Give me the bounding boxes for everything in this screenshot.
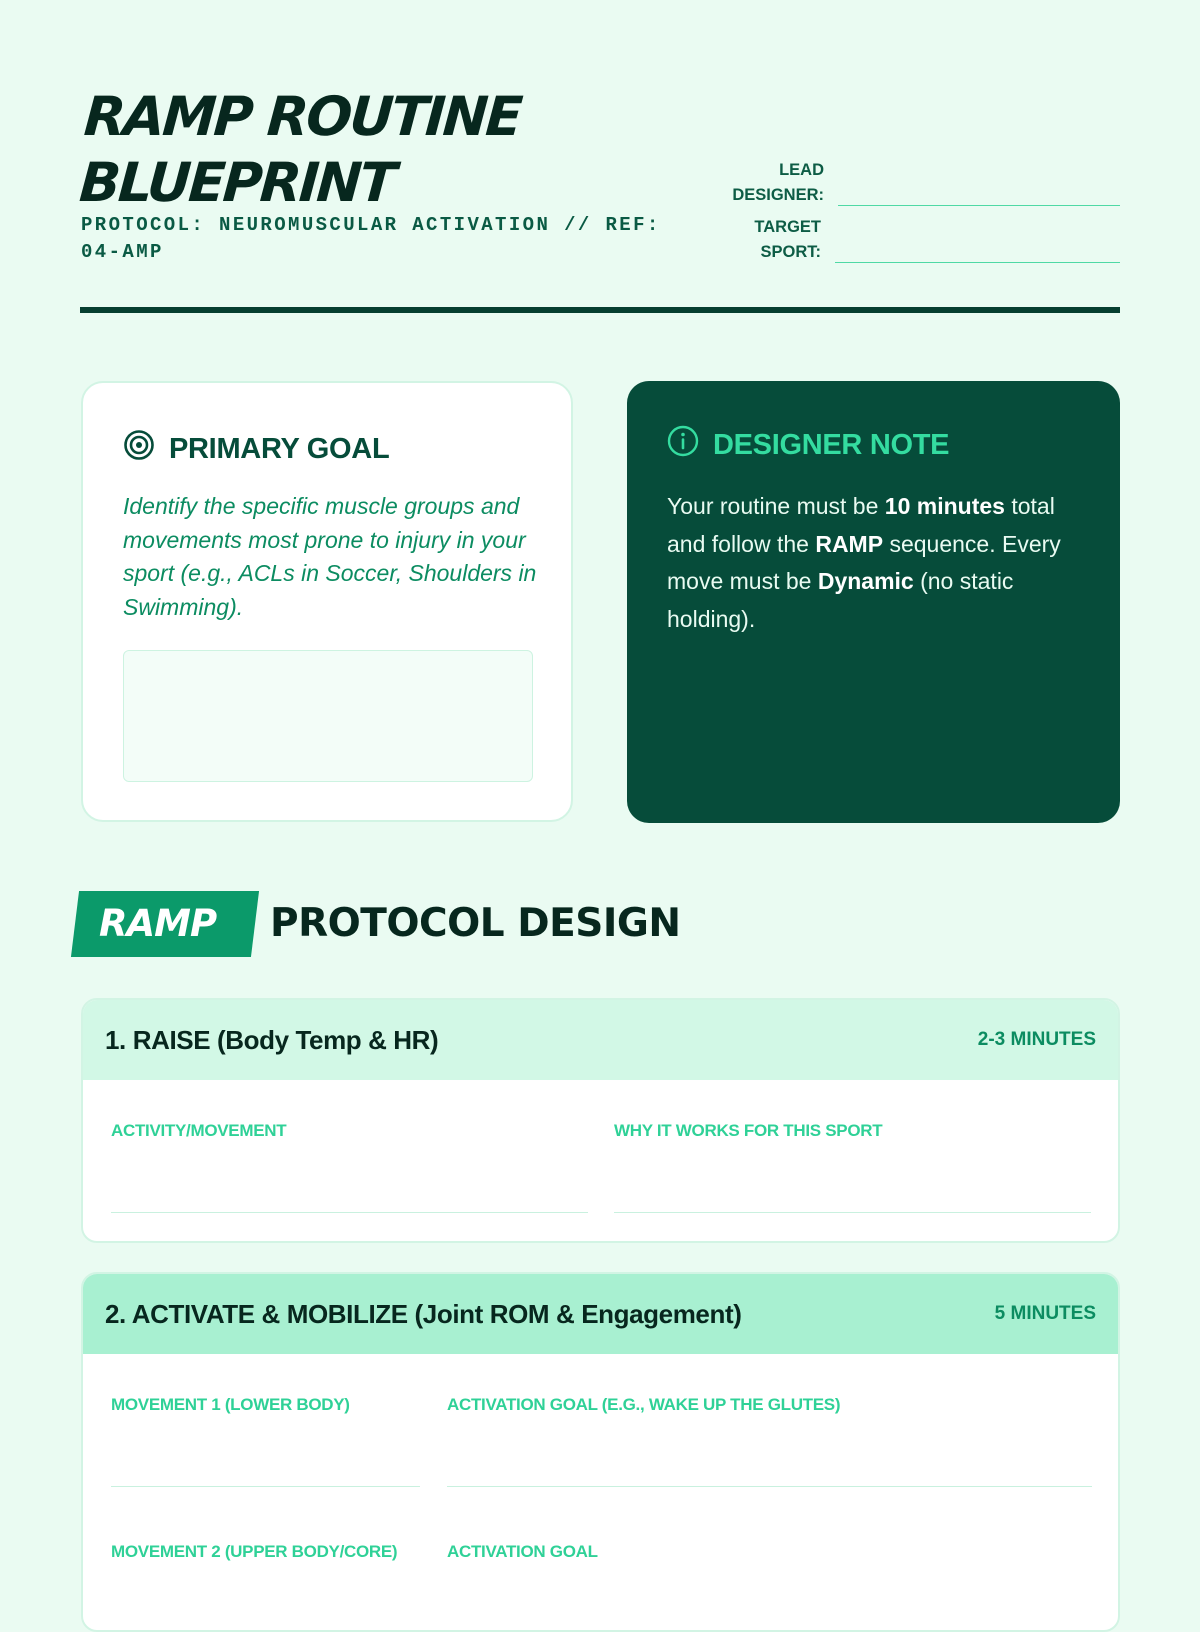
activation-goal-2-label: ACTIVATION GOAL [447, 1542, 598, 1561]
movement-1-label: MOVEMENT 1 (LOWER BODY) [111, 1395, 350, 1414]
phase-activate-header [83, 1274, 1118, 1354]
lead-designer-label: LEAD DESIGNER: [732, 161, 824, 204]
why-it-works-label: WHY IT WORKS FOR THIS SPORT [614, 1121, 883, 1140]
phase-raise-header [83, 1000, 1118, 1080]
movement-2-label: MOVEMENT 2 (UPPER BODY/CORE) [111, 1542, 398, 1561]
primary-goal-input[interactable] [123, 650, 533, 782]
header-divider [80, 307, 1120, 313]
page-title [77, 84, 706, 216]
target-icon [123, 429, 155, 469]
info-icon [667, 425, 699, 465]
title-line-2: BLUEPRINT [77, 151, 397, 214]
phase-activate-title: 2. ACTIVATE & MOBILIZE (Joint ROM & Engagement) [105, 1298, 742, 1329]
designer-note-heading: DESIGNER NOTE [667, 425, 949, 465]
phase-raise-title: 1. RAISE (Body Temp & HR) [105, 1024, 439, 1055]
why-it-works-field[interactable] [614, 1212, 1091, 1213]
target-sport-label: TARGET SPORT: [754, 218, 821, 261]
target-sport-field[interactable] [835, 262, 1120, 263]
activity-movement-field[interactable] [111, 1212, 588, 1213]
lead-designer-field[interactable] [838, 205, 1120, 206]
primary-goal-card [81, 381, 573, 822]
designer-note-text: Your routine must be 10 minutes total and follow the RAMP sequence. Every move must be Dynamic (no static holding). [667, 493, 1061, 632]
target-sport-row [700, 215, 1120, 265]
phase-raise-card [81, 998, 1120, 1243]
phase-activate-card [81, 1272, 1120, 1632]
section-title: PROTOCOL DESIGN [270, 901, 681, 946]
lead-designer-row [700, 158, 1120, 208]
protocol-subtitle: PROTOCOL: NEUROMUSCULAR ACTIVATION // REF: 04-AMP [81, 214, 661, 263]
movement-1-field[interactable] [111, 1486, 420, 1487]
activation-goal-1-field[interactable] [447, 1486, 1092, 1487]
primary-goal-instructions: Identify the specific muscle groups and movements most prone to injury in your sport (e.g., ACLs in Soccer, Shoulders in Swimming). [123, 493, 537, 620]
primary-goal-heading: PRIMARY GOAL [123, 429, 389, 469]
activation-goal-1-label: ACTIVATION GOAL (E.G., WAKE UP THE GLUTES) [447, 1395, 841, 1414]
phase-raise-time: 2-3 MINUTES [977, 1029, 1096, 1050]
activity-movement-label: ACTIVITY/MOVEMENT [111, 1121, 287, 1140]
ramp-tag-label: RAMP [99, 902, 217, 945]
title-line-1: RAMP ROUTINE [82, 85, 523, 148]
phase-activate-time: 5 MINUTES [994, 1303, 1096, 1324]
designer-note-card [627, 381, 1120, 823]
